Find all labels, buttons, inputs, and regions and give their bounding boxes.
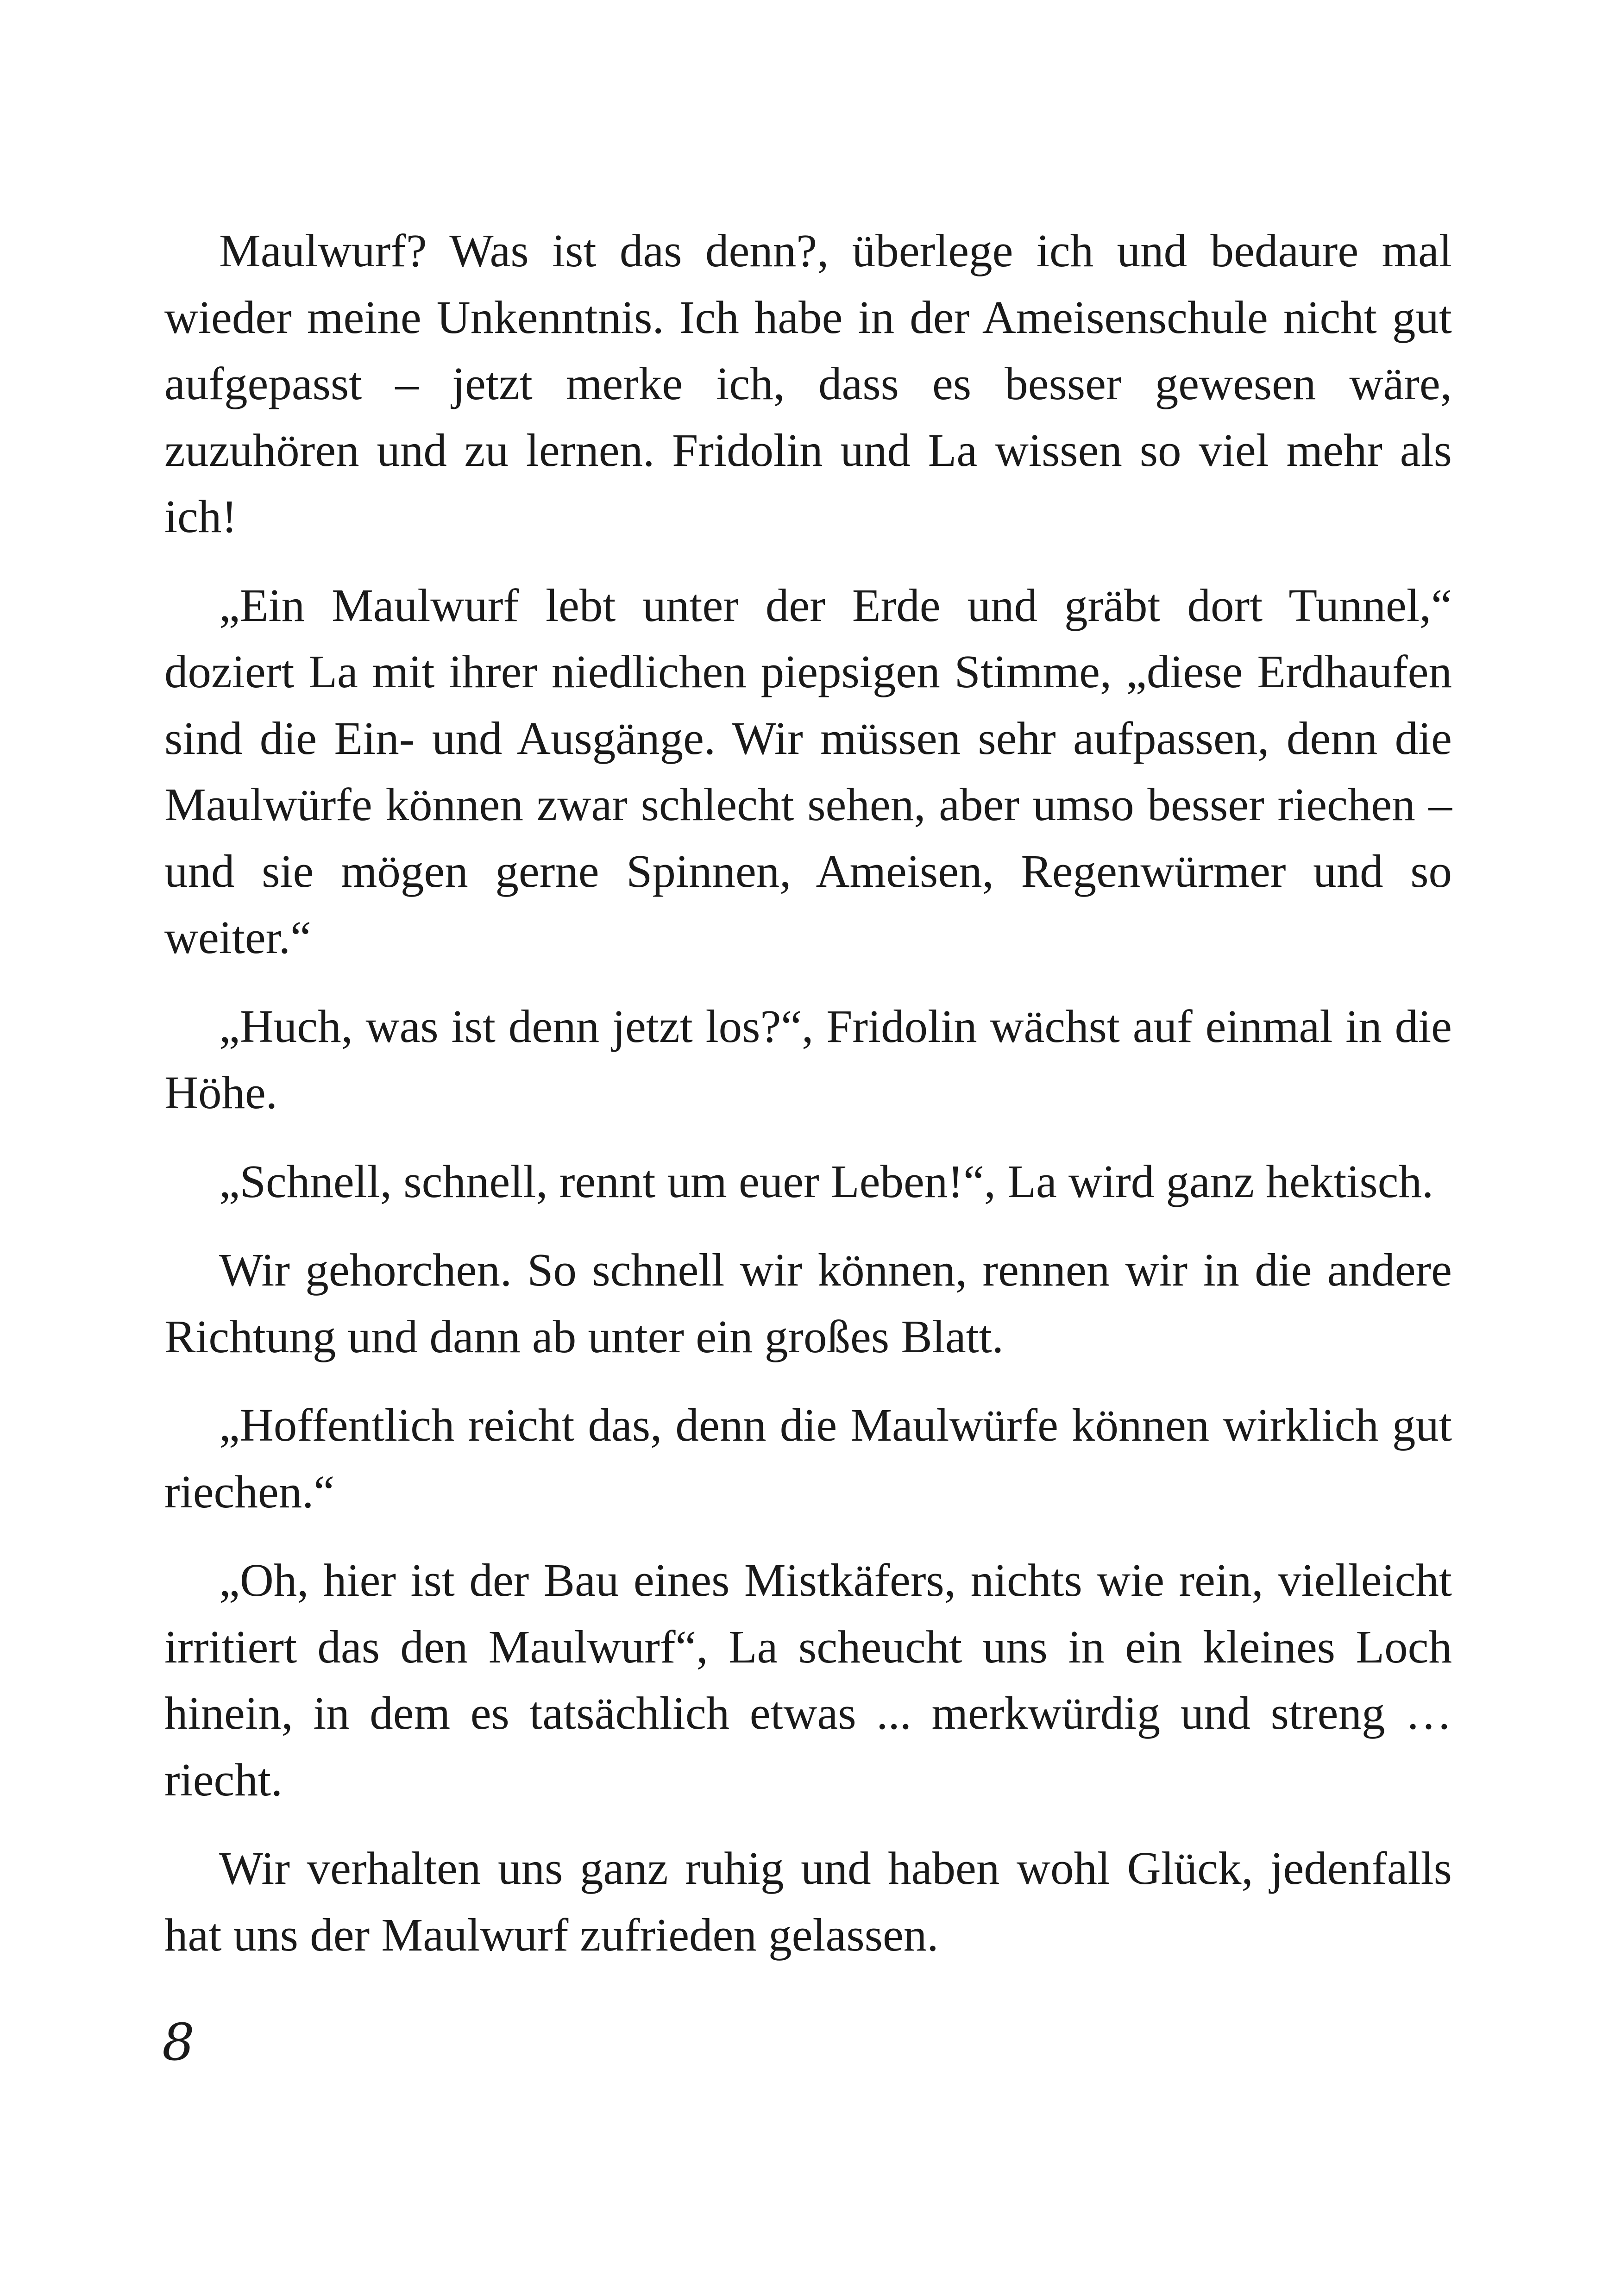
paragraph: „Huch, was ist denn jetzt los?“, Fridolin wächst auf einmal in die Höhe. [164,1000,1452,1118]
paragraph: „Ein Maulwurf lebt unter der Erde und gräbt dort Tunnel,“ doziert La mit ihrer niedlichen piepsigen Stimme, „diese Erdhaufen sind die Ein- und Ausgänge. Wir müssen sehr aufpassen, denn die Maulwürfe können zwar schlecht sehen, aber umso besser riechen – und sie mögen gerne Spinnen, Ameisen, Regenwürmer und so weiter.“ [164,579,1452,963]
paragraph: „Schnell, schnell, rennt um euer Leben!“, La wird ganz hektisch. [219,1155,1434,1207]
page-number: 8 [162,2013,195,2072]
paragraph: Maulwurf? Was ist das denn?, überlege ich und bedaure mal wieder meine Unkenntnis. Ich habe in der Ameisenschule nicht gut aufgepasst – jetzt merke ich, dass es besser gewesen wäre, zuzuhören und zu lernen. Fridolin und La wissen so viel mehr als ich! [164,225,1452,542]
paragraph: „Oh, hier ist der Bau eines Mistkäfers, nichts wie rein, vielleicht irritiert das den Maulwurf“, La scheucht uns in ein kleines Loch hinein, in dem es tatsächlich etwas ... merkwürdig und streng … riecht. [164,1554,1452,1806]
paragraph: Wir gehorchen. So schnell wir können, rennen wir in die andere Richtung und dann ab unter ein großes Blatt. [164,1244,1452,1362]
paragraph: „Hoffentlich reicht das, denn die Maulwürfe können wirklich gut riechen.“ [164,1399,1452,1518]
paragraph: Wir verhalten uns ganz ruhig und haben wohl Glück, jedenfalls hat uns der Maulwurf zufrieden gelassen. [164,1842,1452,1961]
body-text [164,218,1452,1968]
